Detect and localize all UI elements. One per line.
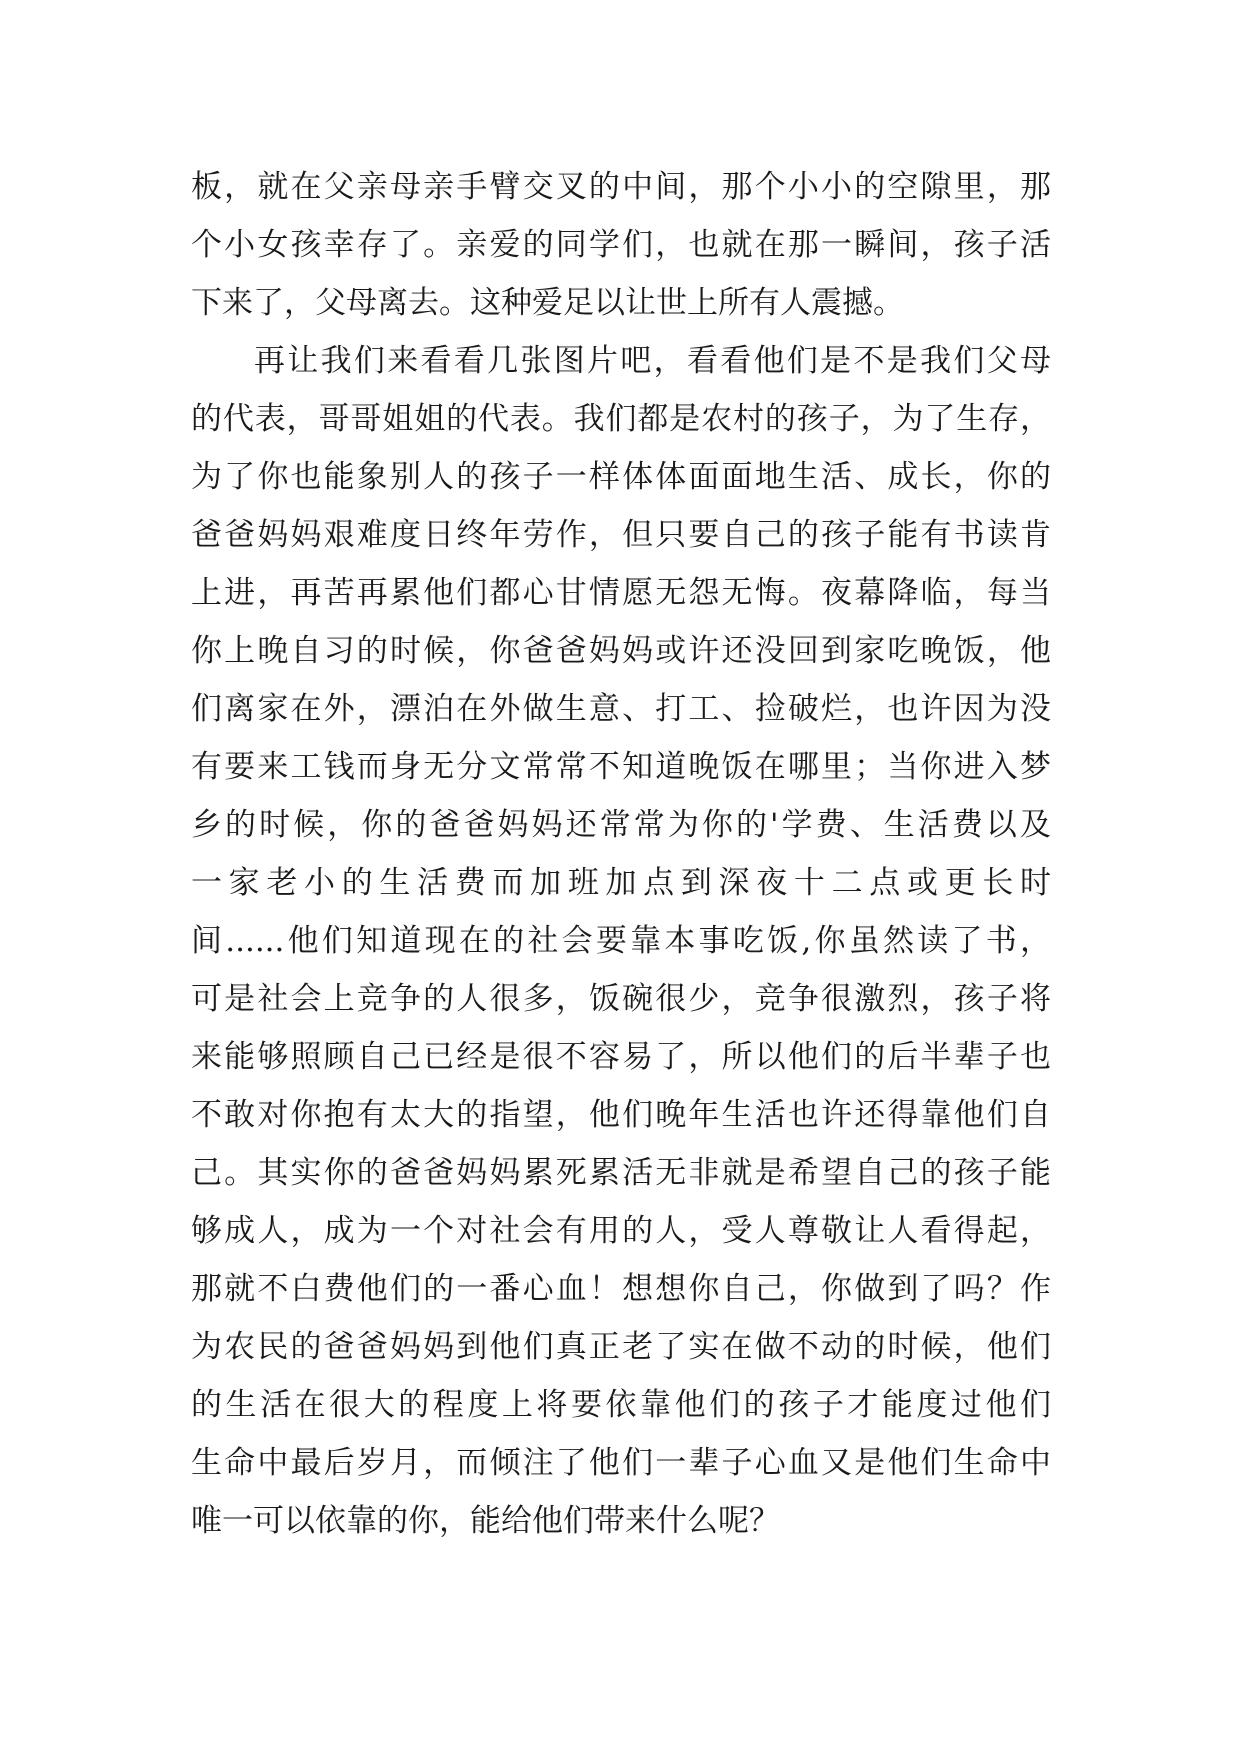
text-line: 下来了，父母离去。这种爱足以让世上所有人震撼。 <box>191 285 904 321</box>
body-text <box>191 158 1051 1550</box>
text-line: 的代表，哥哥姐姐的代表。我们都是农村的孩子，为了生存， <box>191 401 1051 437</box>
text-line: 你上晚自习的时候，你爸爸妈妈或许还没回到家吃晚饭，他 <box>191 633 1051 669</box>
text-line: 乡的时候，你的爸爸妈妈还常常为你的'学费、生活费以及 <box>191 807 1051 843</box>
text-line: 那就不白费他们的一番心血！想想你自己，你做到了吗？作 <box>191 1271 1051 1307</box>
text-line: 上进，再苦再累他们都心甘情愿无怨无悔。夜幕降临，每当 <box>191 575 1051 611</box>
text-line: 们离家在外，漂泊在外做生意、打工、捡破烂，也许因为没 <box>191 691 1051 727</box>
text-line: 为了你也能象别人的孩子一样体体面面地生活、成长，你的 <box>191 459 1051 495</box>
text-line: 板，就在父亲母亲手臂交叉的中间，那个小小的空隙里，那 <box>191 169 1051 205</box>
text-line: 唯一可以依靠的你，能给他们带来什么呢？ <box>191 1503 780 1539</box>
text-line: 己。其实你的爸爸妈妈累死累活无非就是希望自己的孩子能 <box>191 1155 1051 1191</box>
text-line: 生命中最后岁月，而倾注了他们一辈子心血又是他们生命中 <box>191 1445 1051 1481</box>
text-line: 一家老小的生活费而加班加点到深夜十二点或更长时 <box>191 865 1051 901</box>
text-line: 再让我们来看看几张图片吧，看看他们是不是我们父母 <box>254 343 1051 379</box>
text-line: 不敢对你抱有太大的指望，他们晚年生活也许还得靠他们自 <box>191 1097 1051 1133</box>
text-line: 为农民的爸爸妈妈到他们真正老了实在做不动的时候，他们 <box>191 1329 1051 1365</box>
text-line: 的生活在很大的程度上将要依靠他们的孩子才能度过他们 <box>191 1387 1051 1423</box>
text-line: 够成人，成为一个对社会有用的人，受人尊敬让人看得起， <box>191 1213 1051 1249</box>
text-line: 来能够照顾自己已经是很不容易了，所以他们的后半辈子也 <box>191 1039 1051 1075</box>
text-line: 个小女孩幸存了。亲爱的同学们，也就在那一瞬间，孩子活 <box>191 227 1051 263</box>
text-line: 有要来工钱而身无分文常常不知道晚饭在哪里；当你进入梦 <box>191 749 1051 785</box>
text-line: 可是社会上竞争的人很多，饭碗很少，竞争很激烈，孩子将 <box>191 981 1051 1017</box>
text-line: 爸爸妈妈艰难度日终年劳作，但只要自己的孩子能有书读肯 <box>191 517 1051 553</box>
text-line: 间......他们知道现在的社会要靠本事吃饭,你虽然读了书， <box>191 923 1051 959</box>
